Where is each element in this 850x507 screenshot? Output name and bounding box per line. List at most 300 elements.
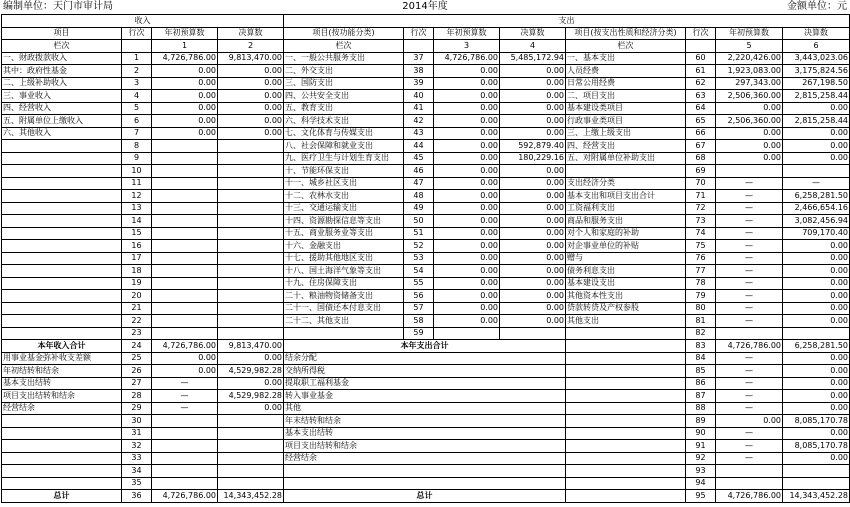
expense-economic-line-cell: 89	[686, 415, 716, 428]
expense-function-budget-cell: 0.00	[434, 265, 500, 278]
income-budget-cell	[152, 215, 218, 228]
income-item-cell: 项目支出结转和结余	[2, 390, 122, 403]
expense-function-budget-cell: 0.00	[434, 127, 500, 140]
income-line-cell: 21	[122, 302, 152, 315]
column-header-row	[2, 27, 850, 40]
expense-economic-final-cell: 0.00	[783, 152, 850, 165]
expense-economic-item-cell	[566, 365, 686, 378]
expense-economic-budget-cell: 0.00	[716, 152, 783, 165]
expense-summary-item-cell: 转入事业基金	[284, 390, 566, 403]
table-row	[2, 402, 850, 415]
expense-function-item-cell: 二十一、国债还本付息支出	[284, 302, 404, 315]
income-item-cell	[2, 177, 122, 190]
expense-economic-budget-cell: 2,506,360.00	[716, 115, 783, 128]
expense-function-budget-cell: 0.00	[434, 277, 500, 290]
table-row	[2, 202, 850, 215]
expense-economic-budget-cell: 0.00	[716, 140, 783, 153]
expense-function-budget-cell: 0.00	[434, 215, 500, 228]
expense-economic-line-cell: 63	[686, 90, 716, 103]
expense-economic-final-cell: 6,258,281.50	[783, 340, 850, 353]
income-line-cell: 9	[122, 152, 152, 165]
table-row	[2, 65, 850, 78]
expense-economic-item-cell: 四、经营支出	[566, 140, 686, 153]
expense-economic-line-cell: 90	[686, 427, 716, 440]
expense-economic-budget-cell: —	[716, 190, 783, 203]
expense-economic-line-cell: 71	[686, 190, 716, 203]
table-row	[2, 165, 850, 178]
expense-economic-item-cell: 人员经费	[566, 65, 686, 78]
income-item-cell	[2, 302, 122, 315]
expense-function-budget-cell: 0.00	[434, 177, 500, 190]
expense-function-budget-cell: 0.00	[434, 202, 500, 215]
income-line-cell: 19	[122, 277, 152, 290]
income-line-cell: 6	[122, 115, 152, 128]
expense-economic-item-cell	[566, 440, 686, 453]
income-final-cell: 0.00	[218, 77, 284, 90]
income-line-cell: 5	[122, 102, 152, 115]
expense-function-final-cell: 0.00	[500, 290, 566, 303]
expense-function-budget-cell: 0.00	[434, 140, 500, 153]
expense-function-item-cell: 十四、资源勘探信息等支出	[284, 215, 404, 228]
income-budget-cell	[152, 327, 218, 340]
expense-economic-budget-cell	[716, 165, 783, 178]
expense-function-final-cell: 0.00	[500, 277, 566, 290]
expense-economic-item-cell	[566, 340, 686, 353]
income-line-cell: 34	[122, 465, 152, 478]
income-budget-cell	[152, 477, 218, 490]
expense-function-line-cell: 46	[404, 165, 434, 178]
expense-function-final-cell: 0.00	[500, 90, 566, 103]
income-group-header: 收入	[2, 15, 284, 28]
expense-economic-budget-cell: —	[716, 227, 783, 240]
expense-economic-final-cell: 3,443,023.06	[783, 52, 850, 65]
table-row	[2, 465, 850, 478]
expense-economic-final-cell: 0.00	[783, 252, 850, 265]
expense-function-line-cell: 39	[404, 77, 434, 90]
income-budget-cell	[152, 177, 218, 190]
income-item-cell: 五、附属单位上缴收入	[2, 115, 122, 128]
income-item-cell: 六、其他收入	[2, 127, 122, 140]
expense-function-budget-cell: 0.00	[434, 240, 500, 253]
expense-function-item-cell: 三、国防支出	[284, 77, 404, 90]
expense-function-budget-cell: 0.00	[434, 252, 500, 265]
expense-economic-budget-cell: —	[716, 390, 783, 403]
expense-function-line-cell: 49	[404, 202, 434, 215]
income-item-cell: 其中：政府性基金	[2, 65, 122, 78]
income-item-cell	[2, 265, 122, 278]
table-row	[2, 227, 850, 240]
expense-function-line-cell: 42	[404, 115, 434, 128]
income-final-cell: 4,529,982.28	[218, 365, 284, 378]
col-header-income-budget: 年初预算数	[152, 27, 218, 40]
expense-economic-budget-cell: —	[716, 277, 783, 290]
income-final-cell: 9,813,470.00	[218, 52, 284, 65]
expense-economic-line-cell: 92	[686, 452, 716, 465]
income-final-cell	[218, 240, 284, 253]
table-row	[2, 365, 850, 378]
expense-summary-item-cell: 经营结余	[284, 452, 566, 465]
expense-summary-item-cell	[284, 465, 566, 478]
income-line-cell: 23	[122, 327, 152, 340]
expense-economic-budget-cell	[716, 465, 783, 478]
expense-economic-budget-cell: 297,343.00	[716, 77, 783, 90]
table-row	[2, 477, 850, 490]
expense-function-budget-cell: 0.00	[434, 90, 500, 103]
income-budget-cell: 0.00	[152, 77, 218, 90]
column-index-cell	[686, 40, 716, 53]
table-row	[2, 127, 850, 140]
income-line-cell: 2	[122, 65, 152, 78]
income-line-cell: 28	[122, 390, 152, 403]
expense-summary-item-cell: 本年支出合计	[284, 340, 566, 353]
income-item-cell: 四、经营收入	[2, 102, 122, 115]
income-item-cell: 用事业基金弥补收支差额	[2, 352, 122, 365]
table-row	[2, 265, 850, 278]
column-index-cell: 4	[500, 40, 566, 53]
income-item-cell: 基本支出结转	[2, 377, 122, 390]
table-row	[2, 377, 850, 390]
expense-function-line-cell: 55	[404, 277, 434, 290]
income-final-cell	[218, 152, 284, 165]
income-line-cell: 29	[122, 402, 152, 415]
col-header-income-item: 项目	[2, 27, 122, 40]
expense-function-final-cell: 5,485,172.94	[500, 52, 566, 65]
income-budget-cell	[152, 252, 218, 265]
table-row	[2, 302, 850, 315]
income-line-cell: 3	[122, 77, 152, 90]
income-item-cell	[2, 252, 122, 265]
expense-economic-final-cell: 0.00	[783, 240, 850, 253]
expense-economic-item-cell	[566, 377, 686, 390]
expense-economic-budget-cell: 0.00	[716, 127, 783, 140]
expense-function-budget-cell: 0.00	[434, 227, 500, 240]
income-item-cell	[2, 190, 122, 203]
expense-economic-line-cell: 79	[686, 290, 716, 303]
expense-function-line-cell: 52	[404, 240, 434, 253]
income-budget-cell: —	[152, 390, 218, 403]
expense-economic-final-cell: 0.00	[783, 290, 850, 303]
expense-function-line-cell: 40	[404, 90, 434, 103]
expense-economic-item-cell: 五、对附属单位补助支出	[566, 152, 686, 165]
expense-summary-item-cell: 交纳所得税	[284, 365, 566, 378]
column-index-cell: 栏次	[566, 40, 686, 53]
income-budget-cell	[152, 440, 218, 453]
expense-economic-final-cell: 709,170.40	[783, 227, 850, 240]
income-line-cell: 33	[122, 452, 152, 465]
expense-economic-final-cell: 0.00	[783, 102, 850, 115]
expense-summary-item-cell: 结余分配	[284, 352, 566, 365]
expense-economic-budget-cell	[716, 327, 783, 340]
col-header-expense-function-item: 项目(按功能分类)	[284, 27, 404, 40]
expense-function-line-cell: 43	[404, 127, 434, 140]
expense-function-item-cell: 十五、商业服务业等支出	[284, 227, 404, 240]
income-item-cell: 总计	[2, 490, 122, 503]
expense-economic-line-cell: 62	[686, 77, 716, 90]
income-line-cell: 13	[122, 202, 152, 215]
expense-economic-budget-cell: —	[716, 377, 783, 390]
income-line-cell: 24	[122, 340, 152, 353]
income-item-cell	[2, 227, 122, 240]
income-line-cell: 20	[122, 290, 152, 303]
expense-economic-item-cell: 三、上缴上级支出	[566, 127, 686, 140]
income-line-cell: 18	[122, 265, 152, 278]
expense-economic-line-cell: 85	[686, 365, 716, 378]
income-final-cell: 0.00	[218, 127, 284, 140]
expense-economic-line-cell: 93	[686, 465, 716, 478]
income-final-cell: 9,813,470.00	[218, 340, 284, 353]
expense-economic-final-cell: 0.00	[783, 452, 850, 465]
income-final-cell: 0.00	[218, 102, 284, 115]
expense-economic-final-cell: 0.00	[783, 302, 850, 315]
income-line-cell: 30	[122, 415, 152, 428]
expense-economic-budget-cell: —	[716, 265, 783, 278]
expense-function-budget-cell: 0.00	[434, 65, 500, 78]
expense-economic-line-cell: 82	[686, 327, 716, 340]
expense-economic-budget-cell: —	[716, 365, 783, 378]
income-budget-cell: —	[152, 377, 218, 390]
income-item-cell	[2, 315, 122, 328]
income-budget-cell: 4,726,786.00	[152, 340, 218, 353]
income-final-cell	[218, 290, 284, 303]
income-item-cell	[2, 440, 122, 453]
income-item-cell	[2, 277, 122, 290]
expense-economic-item-cell: 行政事业类项目	[566, 115, 686, 128]
expense-economic-final-cell: 6,258,281.50	[783, 190, 850, 203]
expense-function-budget-cell: 0.00	[434, 152, 500, 165]
expense-economic-line-cell: 65	[686, 115, 716, 128]
income-item-cell	[2, 140, 122, 153]
income-budget-cell	[152, 227, 218, 240]
expense-function-final-cell: 0.00	[500, 302, 566, 315]
income-item-cell: 本年收入合计	[2, 340, 122, 353]
expense-function-item-cell: 六、科学技术支出	[284, 115, 404, 128]
expense-economic-line-cell: 76	[686, 252, 716, 265]
table-row	[2, 277, 850, 290]
expense-function-final-cell: 0.00	[500, 215, 566, 228]
table-row	[2, 52, 850, 65]
income-budget-cell	[152, 190, 218, 203]
table-row	[2, 152, 850, 165]
col-header-expense-economic-item: 项目(按支出性质和经济分类)	[566, 27, 686, 40]
column-index-row	[2, 40, 850, 53]
expense-economic-final-cell: 0.00	[783, 315, 850, 328]
expense-function-final-cell: 0.00	[500, 127, 566, 140]
income-final-cell	[218, 177, 284, 190]
income-line-cell: 10	[122, 165, 152, 178]
expense-economic-item-cell: 日常公用经费	[566, 77, 686, 90]
table-row	[2, 215, 850, 228]
column-index-cell	[404, 40, 434, 53]
expense-economic-item-cell: 支出经济分类	[566, 177, 686, 190]
expense-economic-line-cell: 77	[686, 265, 716, 278]
expense-economic-budget-cell: 4,726,786.00	[716, 340, 783, 353]
expense-economic-line-cell: 60	[686, 52, 716, 65]
income-final-cell	[218, 202, 284, 215]
expense-economic-final-cell	[783, 465, 850, 478]
income-final-cell	[218, 315, 284, 328]
expense-economic-final-cell: 0.00	[783, 427, 850, 440]
income-final-cell: 0.00	[218, 402, 284, 415]
expense-economic-budget-cell: —	[716, 202, 783, 215]
income-line-cell: 27	[122, 377, 152, 390]
expense-function-item-cell: 十、节能环保支出	[284, 165, 404, 178]
expense-economic-item-cell	[566, 352, 686, 365]
expense-function-budget-cell: 0.00	[434, 302, 500, 315]
income-line-cell: 16	[122, 240, 152, 253]
expense-function-item-cell: 四、公共安全支出	[284, 90, 404, 103]
table-row	[2, 190, 850, 203]
expense-summary-item-cell	[284, 477, 566, 490]
income-final-cell: 0.00	[218, 65, 284, 78]
income-final-cell: 0.00	[218, 352, 284, 365]
expense-economic-line-cell: 81	[686, 315, 716, 328]
expense-function-budget-cell	[434, 327, 500, 340]
expense-economic-item-cell	[566, 415, 686, 428]
income-final-cell: 0.00	[218, 90, 284, 103]
amount-unit: 金额单位：元	[787, 1, 847, 12]
expense-economic-final-cell: 0.00	[783, 352, 850, 365]
expense-economic-item-cell	[566, 327, 686, 340]
expense-function-line-cell: 58	[404, 315, 434, 328]
expense-function-final-cell: 180,229.16	[500, 152, 566, 165]
expense-economic-item-cell: 一、基本支出	[566, 52, 686, 65]
expense-economic-line-cell: 72	[686, 202, 716, 215]
income-item-cell	[2, 290, 122, 303]
table-row	[2, 427, 850, 440]
expense-function-final-cell: 0.00	[500, 315, 566, 328]
table-row	[2, 177, 850, 190]
expense-group-header: 支出	[284, 15, 850, 28]
expense-function-item-cell: 二十、粮油物资储备支出	[284, 290, 404, 303]
income-budget-cell: 0.00	[152, 115, 218, 128]
expense-economic-line-cell: 66	[686, 127, 716, 140]
expense-economic-budget-cell: —	[716, 240, 783, 253]
income-final-cell: 14,343,452.28	[218, 490, 284, 503]
income-budget-cell: 0.00	[152, 65, 218, 78]
expense-economic-final-cell: 8,085,170.78	[783, 440, 850, 453]
expense-function-budget-cell: 0.00	[434, 165, 500, 178]
expense-economic-budget-cell: 0.00	[716, 415, 783, 428]
expense-economic-item-cell: 基本建设类项目	[566, 102, 686, 115]
income-line-cell: 31	[122, 427, 152, 440]
expense-economic-final-cell	[783, 477, 850, 490]
expense-economic-line-cell: 70	[686, 177, 716, 190]
expense-function-budget-cell: 0.00	[434, 290, 500, 303]
expense-function-line-cell: 56	[404, 290, 434, 303]
expense-economic-line-cell: 87	[686, 390, 716, 403]
expense-economic-line-cell: 94	[686, 477, 716, 490]
income-budget-cell	[152, 302, 218, 315]
income-item-cell	[2, 240, 122, 253]
expense-function-item-cell: 十七、援助其他地区支出	[284, 252, 404, 265]
income-final-cell	[218, 252, 284, 265]
expense-economic-item-cell: 基本支出和项目支出合计	[566, 190, 686, 203]
expense-function-line-cell: 41	[404, 102, 434, 115]
expense-function-budget-cell: 0.00	[434, 77, 500, 90]
income-line-cell: 8	[122, 140, 152, 153]
expense-summary-item-cell: 项目支出结转和结余	[284, 440, 566, 453]
income-line-cell: 1	[122, 52, 152, 65]
income-line-cell: 22	[122, 315, 152, 328]
income-line-cell: 14	[122, 215, 152, 228]
expense-economic-final-cell: 2,466,654.16	[783, 202, 850, 215]
expense-economic-final-cell: 0.00	[783, 127, 850, 140]
income-item-cell	[2, 477, 122, 490]
income-budget-cell	[152, 165, 218, 178]
income-item-cell	[2, 202, 122, 215]
expense-economic-line-cell: 61	[686, 65, 716, 78]
income-line-cell: 25	[122, 352, 152, 365]
table-row	[2, 90, 850, 103]
income-final-cell	[218, 165, 284, 178]
expense-economic-line-cell: 83	[686, 340, 716, 353]
expense-function-item-cell: 八、社会保障和就业支出	[284, 140, 404, 153]
expense-economic-item-cell: 对企事业单位的补贴	[566, 240, 686, 253]
col-header-income-final: 决算数	[218, 27, 284, 40]
expense-economic-budget-cell: —	[716, 352, 783, 365]
table-row	[2, 77, 850, 90]
expense-economic-budget-cell: —	[716, 215, 783, 228]
income-line-cell: 17	[122, 252, 152, 265]
income-budget-cell: 4,726,786.00	[152, 52, 218, 65]
expense-function-item-cell	[284, 327, 404, 340]
expense-function-item-cell: 十八、国土海洋气象等支出	[284, 265, 404, 278]
expense-function-line-cell: 50	[404, 215, 434, 228]
expense-function-final-cell: 0.00	[500, 240, 566, 253]
expense-economic-item-cell	[566, 477, 686, 490]
col-header-expense-function-budget: 年初预算数	[434, 27, 500, 40]
expense-function-budget-cell: 0.00	[434, 190, 500, 203]
income-budget-cell: 0.00	[152, 127, 218, 140]
expense-function-line-cell: 48	[404, 190, 434, 203]
income-budget-cell	[152, 277, 218, 290]
column-index-cell: 栏次	[2, 40, 122, 53]
expense-economic-item-cell: 赠与	[566, 252, 686, 265]
income-budget-cell	[152, 415, 218, 428]
income-final-cell	[218, 302, 284, 315]
expense-function-final-cell: 592,879.40	[500, 140, 566, 153]
expense-function-item-cell: 十三、交通运输支出	[284, 202, 404, 215]
income-item-cell	[2, 152, 122, 165]
expense-economic-final-cell: —	[783, 177, 850, 190]
col-header-income-line: 行次	[122, 27, 152, 40]
expense-function-line-cell: 54	[404, 265, 434, 278]
income-item-cell: 二、上级补助收入	[2, 77, 122, 90]
expense-economic-line-cell: 78	[686, 277, 716, 290]
expense-function-item-cell: 七、文化体育与传媒支出	[284, 127, 404, 140]
report-header	[0, 0, 850, 14]
expense-economic-line-cell: 91	[686, 440, 716, 453]
expense-summary-item-cell: 其他	[284, 402, 566, 415]
expense-economic-final-cell: 0.00	[783, 402, 850, 415]
expense-summary-item-cell: 总计	[284, 490, 566, 503]
income-line-cell: 4	[122, 90, 152, 103]
expense-function-item-cell: 九、医疗卫生与计划生育支出	[284, 152, 404, 165]
expense-economic-item-cell: 商品和服务支出	[566, 215, 686, 228]
col-header-expense-function-line: 行次	[404, 27, 434, 40]
expense-economic-budget-cell: —	[716, 452, 783, 465]
expense-economic-line-cell: 75	[686, 240, 716, 253]
expense-function-line-cell: 51	[404, 227, 434, 240]
group-header-row	[2, 15, 850, 28]
expense-function-item-cell: 一、一般公共服务支出	[284, 52, 404, 65]
income-budget-cell: 0.00	[152, 102, 218, 115]
expense-economic-budget-cell: —	[716, 302, 783, 315]
expense-function-line-cell: 45	[404, 152, 434, 165]
expense-function-final-cell: 0.00	[500, 102, 566, 115]
expense-economic-budget-cell: —	[716, 315, 783, 328]
income-item-cell	[2, 415, 122, 428]
